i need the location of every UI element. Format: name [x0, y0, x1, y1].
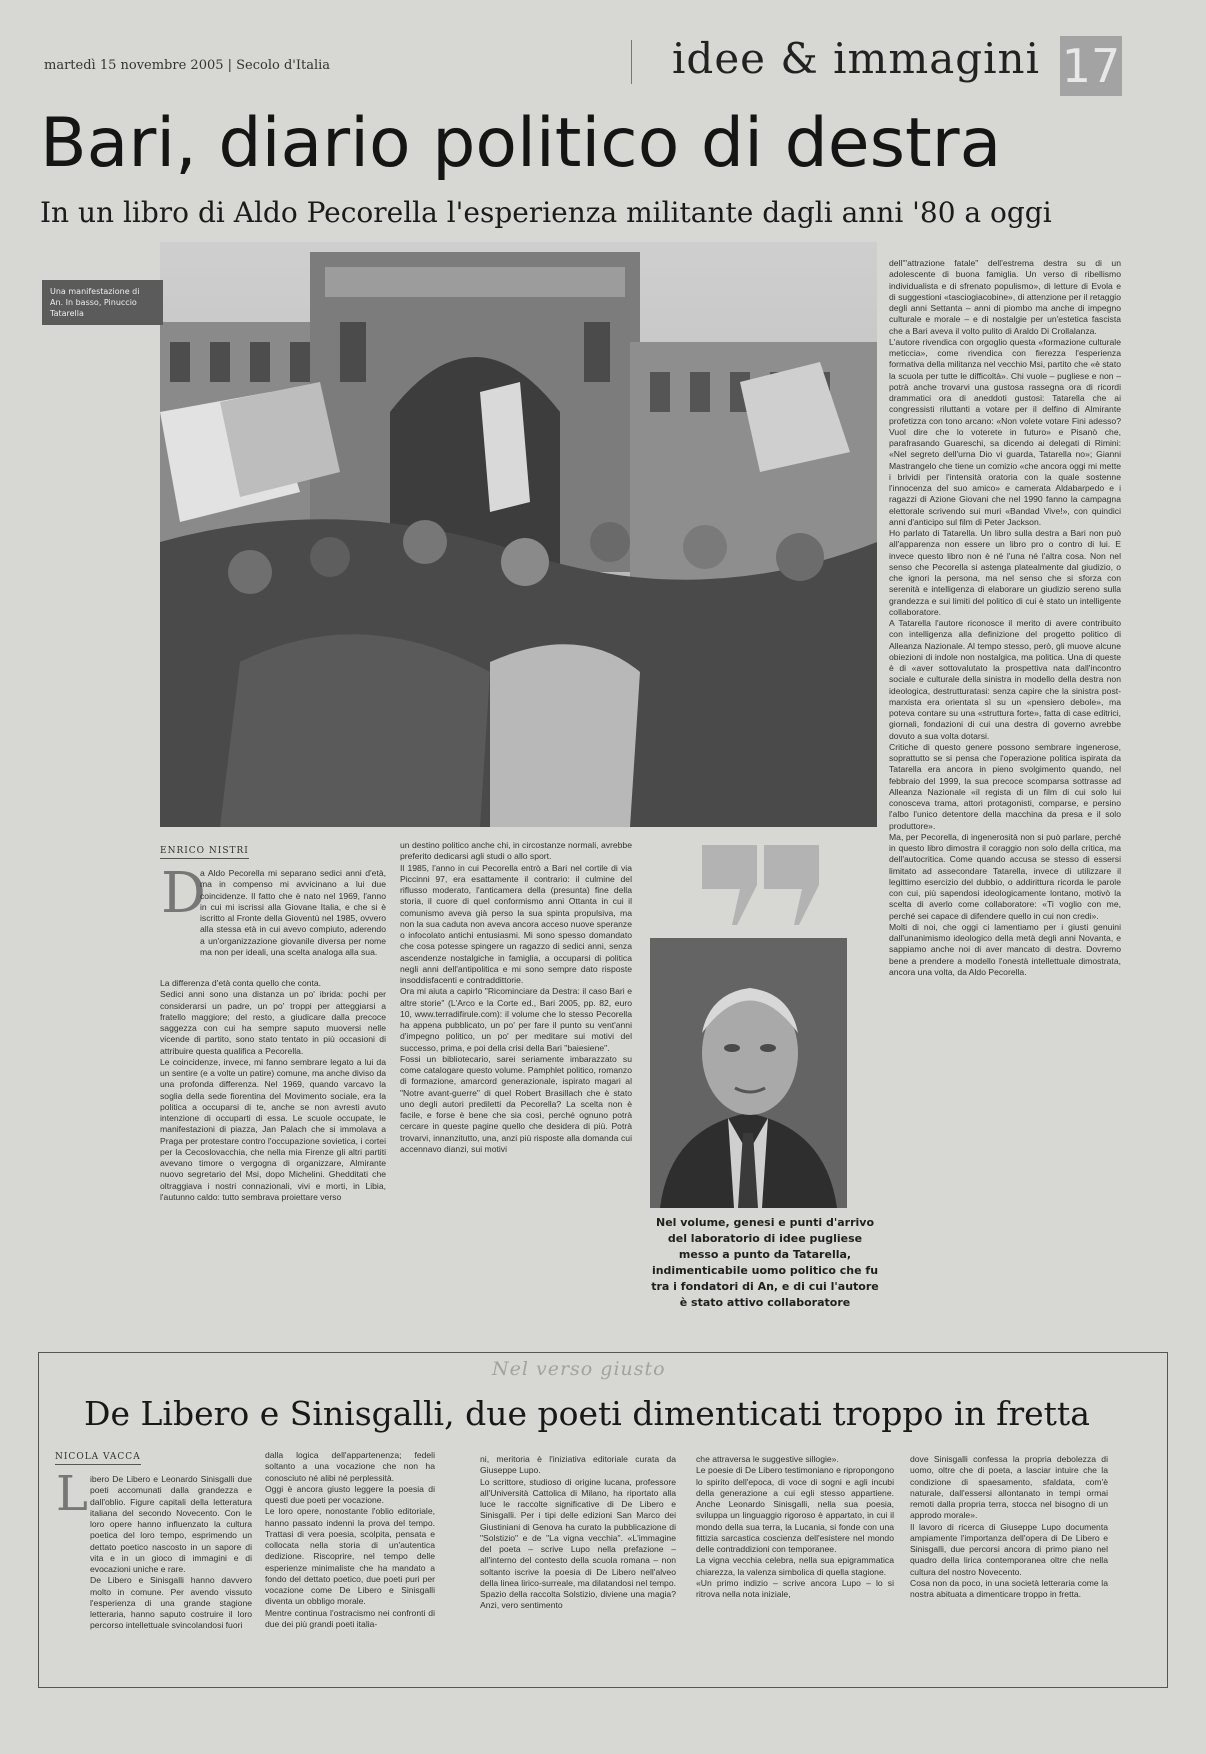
photo-caption: Una manifestazione di An. In basso, Pinuccio Tatarella — [42, 280, 163, 325]
header-divider — [631, 40, 632, 84]
page-number: 17 — [1060, 36, 1122, 96]
article-subtitle: In un libro di Aldo Pecorella l'esperienza militante dagli anni '80 a oggi — [40, 196, 1052, 229]
article2-column-1: ibero De Libero e Leonardo Sinisgalli due poeti accomunati dalla grandezza e dall'oblio. Figure capitali della letteratura italiana del secondo Novecento. Con le loro opere hanno influenzato la cultura poetica del loro tempo, esprimendo un dettato poetico nascosto in un sapore di vita e in un gioco di immagini e di evocazioni uniche e rare. De Libero e Sinisgalli hanno davvero molto in comune. Per avendo vissuto l'esperienza di una grande stagione letteraria, hanno saputo costruire il loro percorso intellettuale svincolandosi fuori — [90, 1474, 252, 1631]
article2-title: De Libero e Sinisgalli, due poeti dimenticati troppo in fretta — [84, 1394, 1090, 1433]
article2-column-5: dove Sinisgalli confessa la propria debolezza di uomo, oltre che di poeta, a lasciar intuire che la condizione di spaesamento, sfaldata, com'è naturale, dall'essersi allontanato in tempi ormai remoti dalla propria terra, stocca nel bisogno di un approdo morale». Il lavoro di ricerca di Giuseppe Lupo documenta ampiamente l'importanza dell'opera di De Libero e Sinisgalli, due percorsi ancora di primo piano nel quadro della lirica contemporanea oltre che nella cultura del nostro Novecento. Cosa non da poco, in una società letteraria come la nostra abituata a dimenticare troppo in fretta. — [910, 1454, 1108, 1599]
article-author: ENRICO NISTRI — [160, 846, 249, 859]
article2-drop-cap: L — [56, 1466, 88, 1522]
portrait-caption: Nel volume, genesi e punti d'arrivo del laboratorio di idee pugliese messo a punto da Tatarella, indimenticabile uomo politico che fu tra i fondatori di An, e di cui l'autore è stato attivo collaboratore — [651, 1216, 879, 1309]
article2-column-4: che attraversa le suggestive sillogie». Le poesie di De Libero testimoniano e ripropongono lo spirito dell'epoca, di voce di sogni e agli incubi della generazione a cui egli stesso appartiene. Anche Leonardo Sinisgalli, nella sua poesia, sviluppa un linguaggio rigoroso è appartato, in cui il mondo della sua terra, la Lucania, si fonde con una fittizia sarcastica coscienza dell'esistere nel mondo delle contraddizioni con temporanee. La vigna vecchia celebra, nella sua epigrammatica chiarezza, la valenza simbolica di quella stagione. «Un primo indizio – scrive ancora Lupo – lo si ritrova nella nota iniziale, — [696, 1454, 894, 1599]
portrait-photo — [650, 938, 847, 1208]
article-column-1-continued: La differenza d'età conta quello che conta. Sedici anni sono una distanza un po' ibrida: pochi per considerarsi un padre, un po' troppi per atteggiarsi a fratello maggiore; del resto, a giudicare dalla precoce saggezza con cui ha sempre saputo muoversi nelle vicende di partito, sono stato tentato in più occasioni di attribuire questa qualifica a Pecorella. Le coincidenze, invece, mi fanno sembrare legato a lui da un sentire (e a volte un patire) comune, ma anche diviso da una profonda differenza. Nel 1969, quando varcavo la soglia della sede fiorentina del Movimento sociale, era la politica a occuparsi di te, anche se non avresti avuto intenzione di occuparti di essa. Le scuole occupate, le manifestazioni di piazza, Jan Palach che si immolava a Praga per protestare contro l'occupazione sovietica, i cortei per la Cecoslovacchia, che nella mia Firenze gli altri partiti avevano timore o vergogna di organizzare, Almirante nuovo segretario del Msi, dopo Michelini. Ghedditati che oltraggiava i nostri connazionali, vivi e morti, in Libia, l'autunno caldo: tutto sembrava proiettare verso — [160, 978, 386, 1202]
article2-author: NICOLA VACCA — [55, 1452, 141, 1465]
header-date-source: martedì 15 novembre 2005 | Secolo d'Italia — [44, 58, 331, 73]
article2-kicker: Nel verso giusto — [492, 1358, 666, 1380]
rally-photo — [160, 242, 877, 827]
quote-mark-icon — [702, 845, 822, 925]
article-title: Bari, diario politico di destra — [40, 104, 1002, 183]
drop-cap: D — [161, 861, 206, 926]
article-column-1: a Aldo Pecorella mi separano sedici anni d'età, ma in compenso mi avvicinano a lui due coincidenze. Il fatto che è nato nel 1969, l'anno in cui mi iscrissi alla Giovane Italia, e che si è iscritto al Fronte della Gioventù nel 1985, ovvero alla stessa età in cui avevo compiuto, aderendo a un'organizzazione giovanile diversa per nome ma non per ideali, una scelta analoga alla sua. — [200, 868, 386, 957]
article-column-right: dell'"attrazione fatale" dell'estrema destra su di un adolescente di buona famiglia. Un verso di ribellismo individualista e di sfrenato populismo», di letture di Evola e di suggestioni «tasciogiacobine», di attenzione per il retaggio degli anni Settanta – anni di piombo ma anche di impegno culturale e morale – e di nostalgie per un'estetica fascista che a Bari aveva il volto pulito di Araldo Di Crollalanza. L'autore rivendica con orgoglio questa «formazione culturale meticcia», come rivendica con fierezza l'esperienza formativa della militanza nel vecchio Msi, partito che «è stato la scuola per tutte le difficoltà». Chi vuole – pugliese e non – potrà anche trovarvi una gustosa rassegna ora di ricordi drammatici ora di aneddoti gustosi: Tatarella che ai congressisti riluttanti a votare per il delfino di Almirante profetizza con tono arcano: «Non volete votare Fini adesso? Vuol dire che lo voterete in futuro» e Pisanò che, parafrasando Guareschi, sa dicendo ai delegati di Rimini: «Nel segreto dell'urna Dio vi guarda, Tatarella no»; Gianni Mastrangelo che tiene un comizio «che ancora oggi mi mette i brividi per l'intensità oratoria con la quale sostenne l'innocenza del suo amico» e camerata Aldabarpedo e i ragazzi di Azione Giovani che nel 1990 fanno la campagna elettorale scrivendo sui muri «Bandad Vive!», con quindici anni d'anticipo sul film di Peter Jackson. Ho parlato di Tatarella. Un libro sulla destra a Bari non può all'apparenza non essere un libro pro o contro di lui. E invece questo libro non è né l'una né l'altra cosa. Non nel senso che Pecorella si astenga platealmente dal giudizio, o che ignori la persona, ma nel senso che si sforza con serenità e intelligenza di elaborare un giudizio sereno sulla grandezza e sui limiti del politico di cui è stato un intelligente collaboratore. A Tatarella l'autore riconosce il merito di avere contribuito con intelligenza alla definizione del progetto politico di Alleanza Nazionale. Al tempo stesso, però, gli muove alcune obiezioni di indole non nostalgica, ma politica. Una di queste è di «aver sottovalutato la prospettiva nata dall'incontro sociale e culturale della sinistra in modello della destra non ideologica, destrutturatasi: senza capire che la sinistra post-marxista era orientata sì su un «pensiero debole», ma poteva contare su una «struttura forte», fatta di case editrici, giornali, fondazioni di cui una destra di governo avrebbe dovuto a sua volta dotarsi. Critiche di questo genere possono sembrare ingenerose, soprattutto se si pensa che l'operazione politica ispirata da Tatarella era ancora in pieno svolgimento quando, nel febbraio del 1999, la sua precoce scomparsa sottrasse ad Alleanza Nazionale «il regista di un film di cui solo lui conosceva trama, attori protagonisti, comparse, e persino l'albo l'unico detentore della macchina da presa e il solo produttore». Ma, per Pecorella, di ingenerosità non si può parlare, perché in questo libro dimostra il coraggio non solo della critica, ma dell'autocritica. Come quando accusa se stesso di essersi limitato ad assecondare Tatarella, invece di utilizzare il legittimo esercizio del dubbio, o addirittura ricorda le parole con cui, più sapendosi ideologicamente lontano, motivò la scelta di averlo come collaboratore: «Ti voglio con me, perché sei capace di difendere quello in cui non credi». Molti di noi, che oggi ci lamentiamo per i giusti genuini dall'unanimismo ideologico della metà degli anni Novanta, e sappiamo anche noi di aver mancato di destra. Dovremo bene a prendere a modello l'onestà intellettuale dimostrata, ancora una volta, da Aldo Pecorella. — [889, 258, 1121, 977]
article2-column-3: ni, meritoria è l'iniziativa editoriale curata da Giuseppe Lupo. Lo scrittore, studioso di origine lucana, professore all'Università Cattolica di Milano, ha riportato alla luce le raccolte significative di De Libero e Sinisgalli. Per i tipi delle edizioni San Marco dei Giustiniani di Genova ha curato la pubblicazione di "Solstizio" e de "La vigna vecchia". «L'immagine del poeta – scrive Lupo nella prefazione – all'interno del contesto della scuola romana – non soltanto iscrive la poesia di De Libero nell'alveo della linea lirico-surreale, ma dilatandosi nel tempo. Spazio della raccolta Solstizio, diviene una magia? Anzi, vero sentimento — [480, 1454, 676, 1611]
article2-column-2: dalla logica dell'appartenenza; fedeli soltanto a una vocazione che non ha conosciuto né alibi né perplessità. Oggi è ancora giusto leggere la poesia di questi due poeti per vocazione. Le loro opere, nonostante l'oblio editoriale, hanno passato indenni la prova del tempo. Trattasi di vera poesia, scolpita, pensata e collocata nella storia di un'autentica dedizione. Riscoprire, nel tempo delle esperienze minimaliste che ha mandato a fondo del dettato poetico, due poeti puri per vocazione come De Libero e Sinisgalli diventa un obbligo morale. Mentre continua l'ostracismo nei confronti di due dei più grandi poeti italia- — [265, 1450, 435, 1629]
section-title: idee & immagini — [672, 34, 1041, 83]
article-column-2: un destino politico anche chi, in circostanze normali, avrebbe preferito dedicarsi agli studi o allo sport. Il 1985, l'anno in cui Pecorella entrò a Bari nel cortile di via Piccinni 97, era esattamente il contrario: il culmine del riflusso moderato, l'anticamera della (presunta) fine della storia, il cuore di quel conformismo anni Ottanta in cui il comunismo aveva già perso la sua spinta propulsiva, ma non la sua caduta non aveva ancora acceso nuove speranze o infocolato antichi entusiasmi. Mi sono spesso domandato che cosa potesse spingere un ragazzo di sedici anni, senza ascendenze nostalgiche in famiglia, a occuparsi di politica negli anni dell'antipolitica e mi sono sempre dato risposte insoddisfacenti e contraddittorie. Ora mi aiuta a capirlo "Ricominciare da Destra: il caso Bari e altre storie" (L'Arco e la Corte ed., Bari 2005, pp. 82, euro 10, www.terradifirule.com): il volume che lo stesso Pecorella ha appena pubblicato, un po' per fare il punto su vent'anni d'impegno politico, un po' per meditare sui motivi del successo, prima, e poi della crisi della Bari "baiesiene". Fossi un bibliotecario, sarei seriamente imbarazzato su come catalogare questo volume. Pamphlet politico, romanzo di formazione, amarcord generazionale, ispirato magari al "Notre avant-guerre" di quel Robert Brasillach che è stato uno degli autori prediletti da Pecorella? La scelta non è facile, e forse è bene che sia così, perché ognuno potrà cercare in queste pagine quello che desidera di più. Potrà trovarvi, innanzitutto, una, anzi più risposte alla domanda cui accennavo dianzi, sui motivi — [400, 840, 632, 1154]
